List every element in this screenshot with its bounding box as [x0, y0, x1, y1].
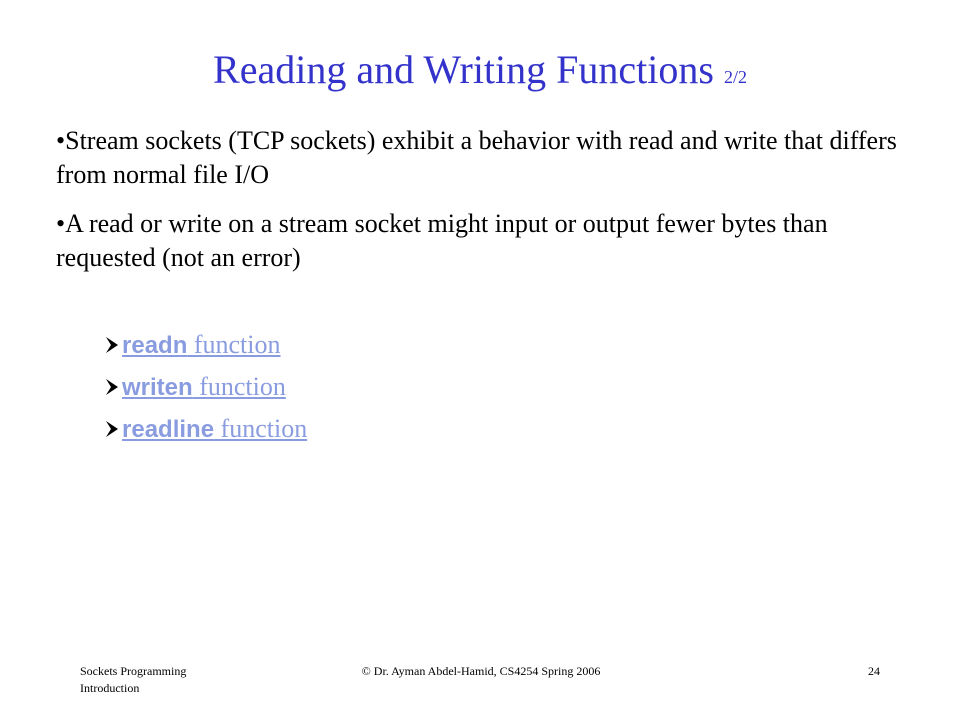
bullet-item: •A read or write on a stream socket might input or output fewer bytes than requested (not an error) [56, 209, 828, 272]
arrow-icon [104, 416, 121, 442]
slide-title-text: Reading and Writing Functions [213, 47, 714, 92]
arrow-icon [104, 374, 121, 400]
footer-course-line2: Introduction [80, 681, 140, 695]
link-item-readline [104, 408, 307, 450]
slide-title-page: 2/2 [723, 67, 747, 87]
slide-title [0, 44, 960, 103]
readline-function-link[interactable]: readline function [122, 413, 308, 443]
writen-function-link[interactable]: writen function [122, 371, 286, 401]
footer-copyright: © Dr. Ayman Abdel-Hamid, CS4254 Spring 2006 [361, 664, 601, 678]
readn-function-link[interactable]: readn function [122, 329, 281, 359]
footer-course-line1: Sockets Programming [80, 664, 187, 678]
bullet-item: •Stream sockets (TCP sockets) exhibit a behavior with read and write that differs from normal file I/O [56, 126, 897, 189]
function-link-list [104, 324, 307, 450]
link-item-readn [104, 324, 307, 366]
arrow-icon [104, 332, 121, 358]
footer-page-number: 24 [868, 664, 880, 678]
link-item-writen [104, 366, 307, 408]
